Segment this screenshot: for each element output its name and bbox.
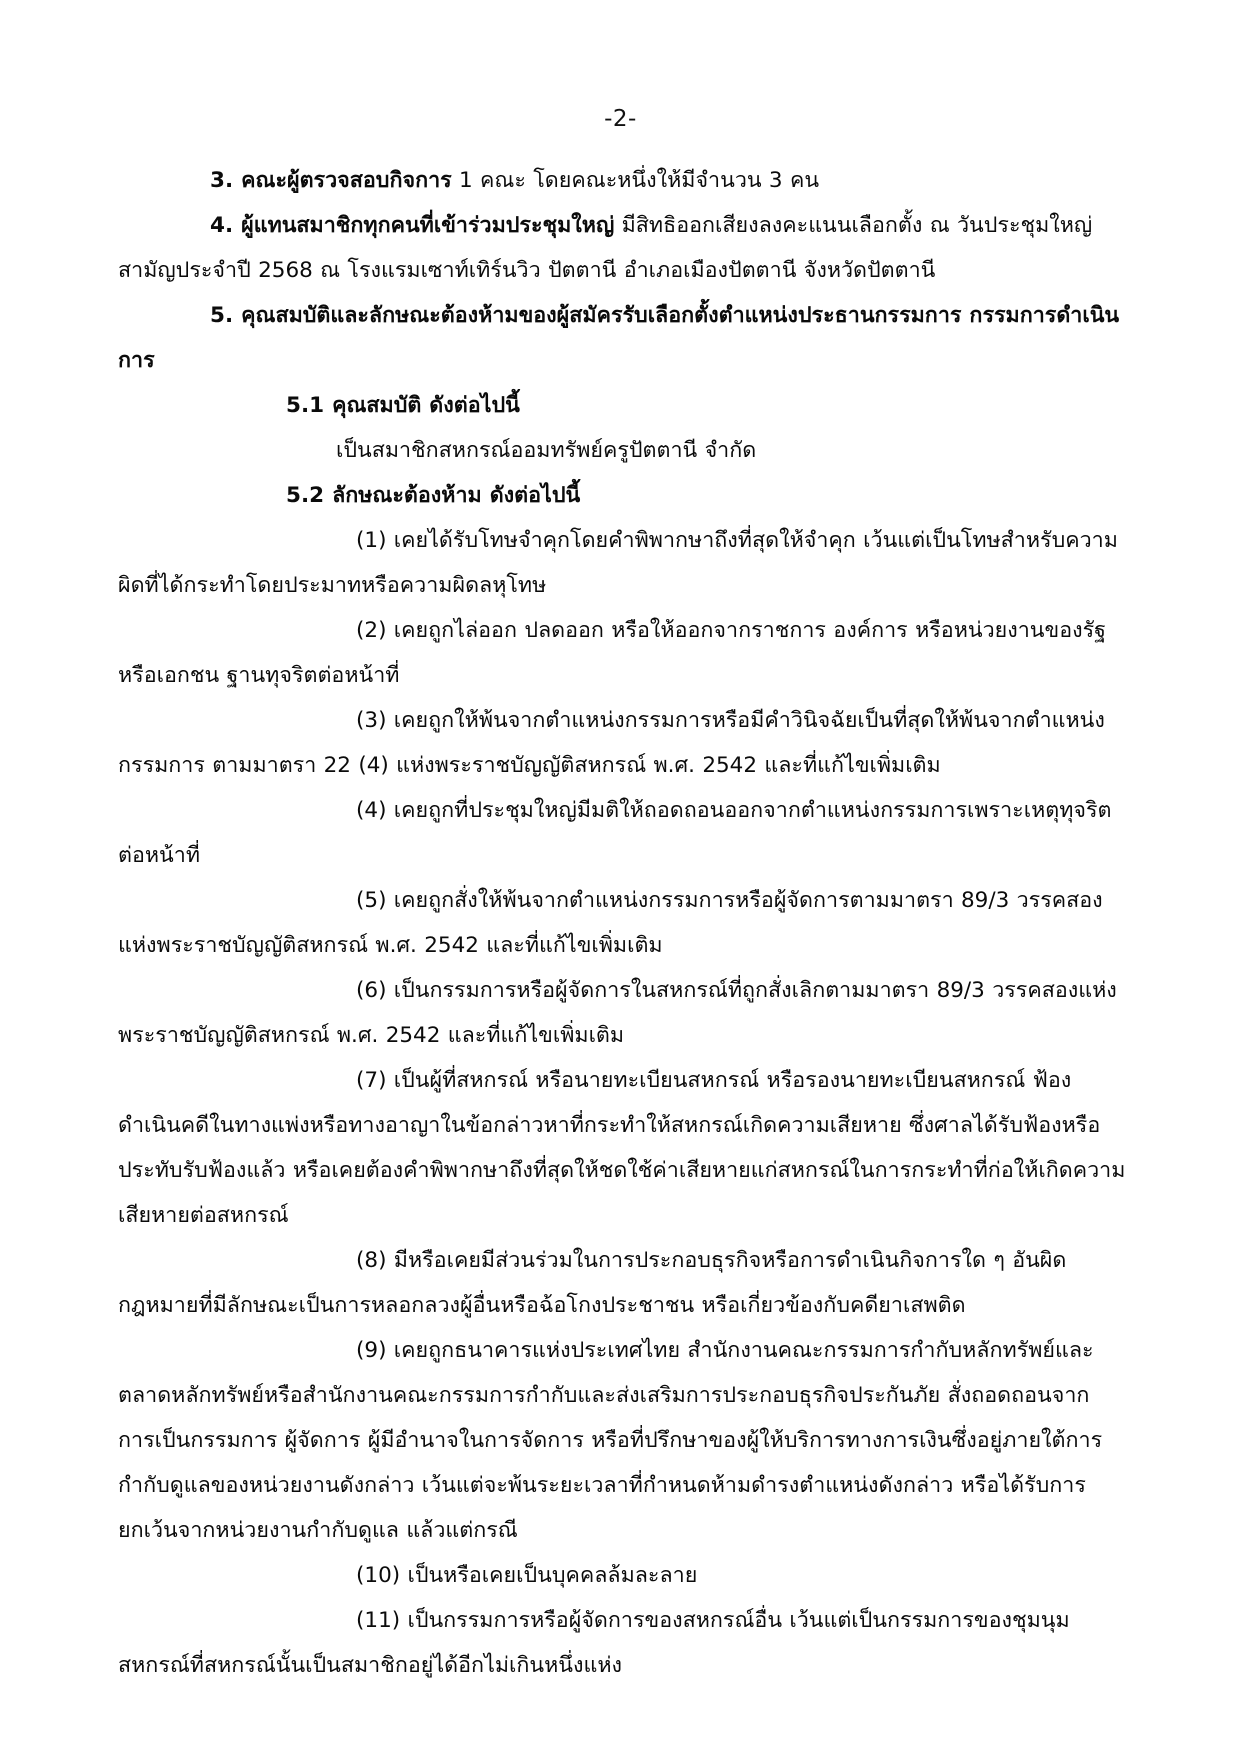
paragraph-text: (5) เคยถูกสั่งให้พ้นจากตำแหน่งกรรมการหรือผู้จัดการตามมาตรา 89/3 วรรคสองแห่งพระราชบัญญัติสหกรณ์ พ.ศ. 2542 และที่แก้ไขเพิ่มเติม: [118, 888, 1103, 958]
paragraph-text: 1 คณะ โดยคณะหนึ่งให้มีจำนวน 3 คน: [451, 168, 820, 193]
paragraph-text: (3) เคยถูกให้พ้นจากตำแหน่งกรรมการหรือมีคำวินิจฉัยเป็นที่สุดให้พ้นจากตำแหน่งกรรมการ ตามมาตรา 22 (4) แห่งพระราชบัญญัติสหกรณ์ พ.ศ. 2542 และที่แก้ไขเพิ่มเติม: [118, 708, 1105, 778]
paragraph-text: มีสิทธิออกเสียงลงคะแนนเลือกตั้ง ณ วันประชุมใหญ่สามัญประจำปี 2568 ณ โรงแรมเซาท์เทิร์นวิว ปัตตานี อำเภอเมืองปัตตานี จังหวัดปัตตานี: [118, 213, 1093, 283]
paragraph-sub-3: [118, 698, 1126, 788]
paragraph-lead: 3. คณะผู้ตรวจสอบกิจการ: [210, 168, 452, 193]
paragraph-text: (11) เป็นกรรมการหรือผู้จัดการของสหกรณ์อื่น เว้นแต่เป็นกรรมการของชุมนุมสหกรณ์ที่สหกรณ์นั้นเป็นสมาชิกอยู่ได้อีกไม่เกินหนึ่งแห่ง: [118, 1608, 1070, 1678]
paragraph-item-5-1-body: [118, 428, 1126, 473]
paragraph-text: (6) เป็นกรรมการหรือผู้จัดการในสหกรณ์ที่ถูกสั่งเลิกตามมาตรา 89/3 วรรคสองแห่งพระราชบัญญัติสหกรณ์ พ.ศ. 2542 และที่แก้ไขเพิ่มเติม: [118, 978, 1117, 1048]
paragraph-lead: 5.2 ลักษณะต้องห้าม ดังต่อไปนี้: [286, 483, 581, 508]
paragraph-item-4: [118, 203, 1126, 293]
paragraph-lead: 5. คุณสมบัติและลักษณะต้องห้ามของผู้สมัครรับเลือกตั้งตำแหน่งประธานกรรมการ กรรมการดำเนินการ: [118, 303, 1120, 373]
document-body: [118, 158, 1126, 1688]
paragraph-item-5-1: [118, 383, 1126, 428]
paragraph-sub-8: [118, 1238, 1126, 1328]
paragraph-text: (10) เป็นหรือเคยเป็นบุคคลล้มละลาย: [356, 1563, 698, 1588]
paragraph-text: (1) เคยได้รับโทษจำคุกโดยคำพิพากษาถึงที่สุดให้จำคุก เว้นแต่เป็นโทษสำหรับความผิดที่ได้กระทำโดยประมาทหรือความผิดลหุโทษ: [118, 528, 1118, 598]
paragraph-sub-11: [118, 1598, 1126, 1688]
paragraph-item-5: [118, 293, 1126, 383]
paragraph-sub-2: [118, 608, 1126, 698]
paragraph-sub-7: [118, 1058, 1126, 1238]
paragraph-item-5-2: [118, 473, 1126, 518]
paragraph-sub-4: [118, 788, 1126, 878]
paragraph-sub-5: [118, 878, 1126, 968]
paragraph-item-3: [118, 158, 1126, 203]
paragraph-sub-6: [118, 968, 1126, 1058]
paragraph-sub-9: [118, 1328, 1126, 1553]
paragraph-text: (4) เคยถูกที่ประชุมใหญ่มีมติให้ถอดถอนออกจากตำแหน่งกรรมการเพราะเหตุทุจริตต่อหน้าที่: [118, 798, 1112, 868]
paragraph-text: เป็นสมาชิกสหกรณ์ออมทรัพย์ครูปัตตานี จำกัด: [336, 438, 757, 463]
paragraph-text: (7) เป็นผู้ที่สหกรณ์ หรือนายทะเบียนสหกรณ์ หรือรองนายทะเบียนสหกรณ์ ฟ้องดำเนินคดีในทางแพ่งหรือทางอาญาในข้อกล่าวหาที่กระทำให้สหกรณ์เกิดความเสียหาย ซึ่งศาลได้รับฟ้องหรือประทับรับฟ้องแล้ว หรือเคยต้องคำพิพากษาถึงที่สุดให้ชดใช้ค่าเสียหายแก่สหกรณ์ในการกระทำที่ก่อให้เกิดความเสียหายต่อสหกรณ์: [118, 1068, 1126, 1228]
paragraph-text: (9) เคยถูกธนาคารแห่งประเทศไทย สำนักงานคณะกรรมการกำกับหลักทรัพย์และตลาดหลักทรัพย์หรือสำนักงานคณะกรรมการกำกับและส่งเสริมการประกอบธุรกิจประกันภัย สั่งถอดถอนจากการเป็นกรรมการ ผู้จัดการ ผู้มีอำนาจในการจัดการ หรือที่ปรึกษาของผู้ให้บริการทางการเงินซึ่งอยู่ภายใต้การกำกับดูแลของหน่วยงานดังกล่าว เว้นแต่จะพ้นระยะเวลาที่กำหนดห้ามดำรงตำแหน่งดังกล่าว หรือได้รับการยกเว้นจากหน่วยงานกำกับดูแล แล้วแต่กรณี: [118, 1338, 1103, 1543]
paragraph-text: (8) มีหรือเคยมีส่วนร่วมในการประกอบธุรกิจหรือการดำเนินกิจการใด ๆ อันผิดกฎหมายที่มีลักษณะเป็นการหลอกลวงผู้อื่นหรือฉ้อโกงประชาชน หรือเกี่ยวข้องกับคดียาเสพติด: [118, 1248, 1067, 1318]
paragraph-sub-1: [118, 518, 1126, 608]
paragraph-sub-10: [118, 1553, 1126, 1598]
paragraph-lead: 4. ผู้แทนสมาชิกทุกคนที่เข้าร่วมประชุมใหญ่: [210, 213, 615, 238]
page-number: -2-: [604, 106, 637, 132]
paragraph-text: (2) เคยถูกไล่ออก ปลดออก หรือให้ออกจากราชการ องค์การ หรือหน่วยงานของรัฐหรือเอกชน ฐานทุจริตต่อหน้าที่: [118, 618, 1107, 688]
paragraph-lead: 5.1 คุณสมบัติ ดังต่อไปนี้: [286, 393, 520, 418]
